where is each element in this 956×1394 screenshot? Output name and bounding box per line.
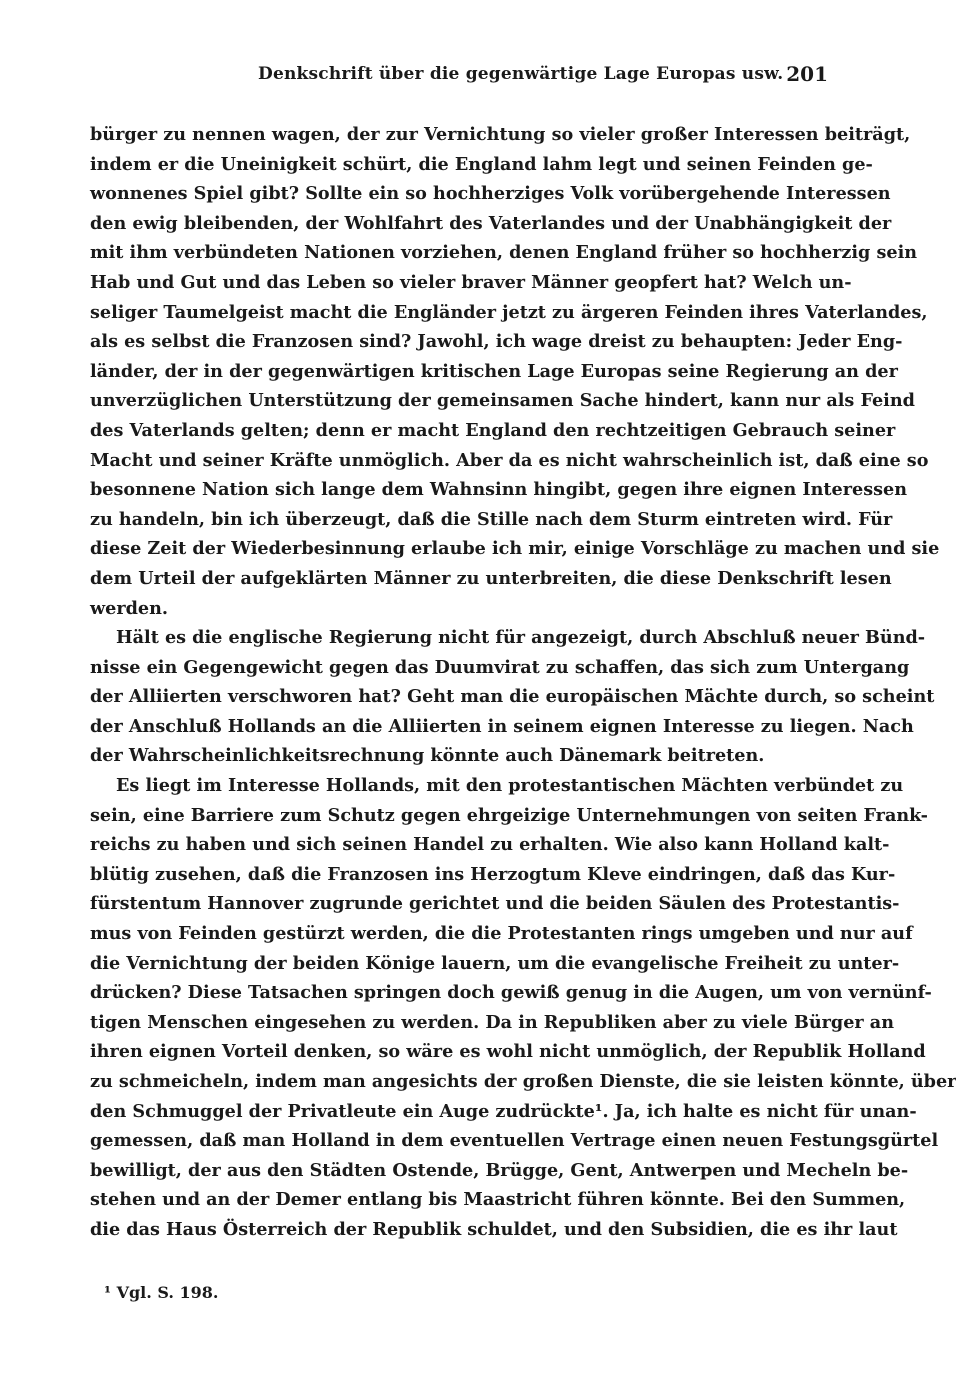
text-line: den ewig bleibenden, der Wohlfahrt des Vaterlandes und der Unabhängigkeit der — [90, 212, 892, 234]
text-line: zu schmeicheln, indem man angesichts der großen Dienste, die sie leisten könnte, über — [90, 1071, 956, 1092]
text-line: des Vaterlands gelten; denn er macht England den rechtzeitigen Gebrauch seiner — [90, 419, 896, 441]
text-line: sein, eine Barriere zum Schutz gegen ehrgeizige Unternehmungen von seiten Frank- — [90, 804, 928, 826]
text-line: indem er die Uneinigkeit schürt, die England lahm legt und seinen Feinden ge- — [90, 153, 873, 175]
text-line: mit ihm verbündeten Nationen vorziehen, denen England früher so hochherzig sein — [90, 242, 918, 264]
text-line: reichs zu haben und sich seinen Handel zu erhalten. Wie also kann Holland kalt- — [90, 834, 890, 856]
body-text — [90, 120, 956, 1245]
paragraph-start-line: Es liegt im Interesse Hollands, mit den protestantischen Mächten verbündet zu — [116, 775, 904, 797]
page-number: 201 — [786, 62, 828, 86]
text-line: Macht und seiner Kräfte unmöglich. Aber da es nicht wahrscheinlich ist, daß eine so — [90, 449, 929, 471]
paragraph-start-line: Hält es die englische Regierung nicht für angezeigt, durch Abschluß neuer Bünd- — [116, 627, 926, 649]
text-line: tigen Menschen eingesehen zu werden. Da in Republiken aber zu viele Bürger an — [90, 1011, 894, 1033]
text-line: die das Haus Österreich der Republik schuldet, und den Subsidien, die es ihr laut — [90, 1218, 898, 1240]
text-line: als es selbst die Franzosen sind? Jawohl, ich wage dreist zu behaupten: Jeder Eng- — [90, 331, 903, 353]
text-line: wonnenes Spiel gibt? Sollte ein so hochherziges Volk vorübergehende Interessen — [90, 183, 891, 205]
text-line: länder, der in der gegenwärtigen kritischen Lage Europas seine Regierung an der — [90, 360, 898, 382]
running-title: Denkschrift über die gegenwärtige Lage Europas usw. — [258, 64, 784, 84]
text-line: der Alliierten verschworen hat? Geht man die europäischen Mächte durch, so scheint — [90, 686, 935, 708]
text-line: nisse ein Gegengewicht gegen das Duumvirat zu schaffen, das sich zum Untergang — [90, 656, 910, 678]
text-line: dem Urteil der aufgeklärten Männer zu unterbreiten, die diese Denkschrift lesen — [90, 567, 892, 589]
text-line: bürger zu nennen wagen, der zur Vernichtung so vieler großer Interessen beiträgt, — [90, 124, 911, 145]
text-line: ihren eignen Vorteil denken, so wäre es wohl nicht unmöglich, der Republik Holland — [90, 1041, 926, 1063]
text-line: Hab und Gut und das Leben so vieler braver Männer geopfert hat? Welch un- — [90, 271, 852, 293]
text-line: werden. — [90, 597, 169, 619]
text-line: zu handeln, bin ich überzeugt, daß die Stille nach dem Sturm eintreten wird. Für — [90, 508, 893, 530]
text-line: blütig zusehen, daß die Franzosen ins Herzogtum Kleve eindringen, daß das Kur- — [90, 863, 896, 885]
text-line: bewilligt, der aus den Städten Ostende, Brügge, Gent, Antwerpen und Mecheln be- — [90, 1159, 909, 1181]
footnote: ¹ Vgl. S. 198. — [104, 1283, 219, 1302]
text-line: mus von Feinden gestürzt werden, die die Protestanten rings umgeben und nur auf — [90, 923, 913, 945]
text-line: besonnene Nation sich lange dem Wahnsinn hingibt, gegen ihre eignen Interessen — [90, 479, 908, 501]
page-header — [90, 62, 828, 92]
text-line: der Wahrscheinlichkeitsrechnung könnte auch Dänemark beitreten. — [90, 745, 765, 767]
text-line: den Schmuggel der Privatleute ein Auge zudrückte¹. Ja, ich halte es nicht für unan- — [90, 1100, 917, 1122]
text-line: fürstentum Hannover zugrunde gerichtet und die beiden Säulen des Protestantis- — [90, 893, 900, 915]
text-line: der Anschluß Hollands an die Alliierten in seinem eignen Interesse zu liegen. Nach — [90, 715, 914, 737]
text-line: unverzüglichen Unterstützung der gemeinsamen Sache hindert, kann nur als Feind — [90, 390, 915, 412]
text-line: gemessen, daß man Holland in dem eventuellen Vertrage einen neuen Festungsgürtel — [90, 1130, 939, 1152]
text-line: diese Zeit der Wiederbesinnung erlaube ich mir, einige Vorschläge zu machen und sie — [90, 538, 940, 560]
text-line: seliger Taumelgeist macht die Engländer jetzt zu ärgeren Feinden ihres Vaterlandes, — [90, 301, 928, 323]
text-line: drücken? Diese Tatsachen springen doch gewiß genug in die Augen, um von vernünf- — [90, 982, 932, 1004]
text-line: stehen und an der Demer entlang bis Maastricht führen könnte. Bei den Summen, — [90, 1189, 906, 1211]
text-line: die Vernichtung der beiden Könige lauern, um die evangelische Freiheit zu unter- — [90, 952, 900, 974]
